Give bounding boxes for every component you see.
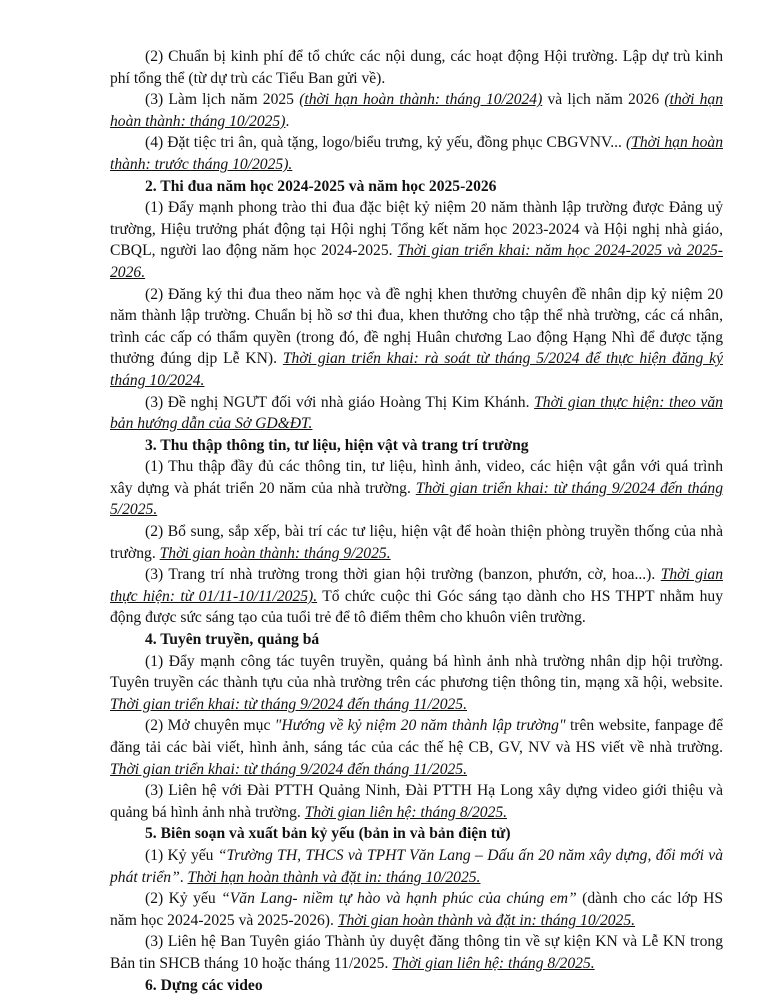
paragraph-2-2 [110, 284, 723, 392]
text: (3) Liên hệ Ban Tuyên giáo Thành ủy duyệt đăng thông tin về sự kiện KN và Lễ KN trong Bản tin SHCB tháng 10 hoặc tháng 11/2025. [110, 933, 723, 972]
deadline-note: (thời hạn hoàn thành: tháng 10/2024) [299, 91, 543, 109]
deadline-note: (Thời hạn hoàn thành: trước tháng 10/2025). [110, 134, 723, 173]
text: (2) Bổ sung, sắp xếp, bài trí các tư liệu, hiện vật để hoàn thiện phòng truyền thống của nhà trường. [110, 523, 723, 562]
deadline-note: Thời gian triển khai: từ tháng 9/2024 đến tháng 11/2025. [110, 695, 467, 713]
text: (1) Đẩy mạnh phong trào thi đua đặc biệt kỷ niệm 20 năm thành lập trường được Đảng uỷ trường, Hiệu trưởng phát động tại Hội nghị Tổng kết năm học 2023-2024 và Hội nghị nhà giáo, CBQL, người lao động năm học 2024-2025. [110, 199, 723, 260]
paragraph-1-4 [110, 132, 723, 175]
deadline-note: Thời gian hoàn thành và đặt in: tháng 10/2025. [337, 911, 636, 929]
deadline-note: Thời gian hoàn thành: tháng 9/2025. [159, 544, 391, 562]
paragraph-5-2 [110, 888, 723, 931]
yearbook-title-quote: “Văn Lang- niềm tự hào và hạnh phúc của chúng em” [221, 890, 577, 908]
text: và lịch năm 2026 [542, 91, 665, 109]
deadline-note: Thời hạn hoàn thành và đặt in: tháng 10/2025. [187, 868, 481, 886]
text: trên website, fanpage để đăng tải các bài viết, hình ảnh, sáng tác của các thế hệ CB, GV, NV và HS viết về nhà trường. [110, 717, 724, 756]
section-heading-4: 4. Tuyên truyền, quảng bá [145, 631, 320, 649]
paragraph-2-3 [110, 392, 723, 435]
text: (3) Trang trí nhà trường trong thời gian hội trường (banzon, phướn, cờ, hoa...). [145, 566, 661, 584]
paragraph-2-1 [110, 197, 723, 283]
text: (1) Thu thập đầy đủ các thông tin, tư liệu, hình ảnh, video, các hiện vật gắn với quá trình xây dựng và phát triển 20 năm của nhà trường. [110, 458, 723, 497]
paragraph-5-1 [110, 845, 723, 888]
text: Tổ chức cuộc thi Góc sáng tạo dành cho HS THPT nhằm huy động được sức sáng tạo của tuổi trẻ để tô điểm thêm cho khuôn viên trường. [110, 587, 723, 627]
deadline-note: Thời gian triển khai: rà soát từ tháng 5/2024 để thực hiện đăng ký tháng 10/2024. [110, 350, 723, 389]
paragraph-1-3 [110, 89, 723, 132]
section-heading-2: 2. Thi đua năm học 2024-2025 và năm học 2025-2026 [145, 177, 497, 195]
section-heading-5: 5. Biên soạn và xuất bản kỷ yếu (bản in và bản điện tử) [145, 825, 511, 843]
text: (2) Kỷ yếu [145, 890, 222, 908]
deadline-note: Thời gian triển khai: từ tháng 9/2024 đến tháng 11/2025. [110, 760, 467, 778]
text: (1) Đẩy mạnh công tác tuyên truyền, quảng bá hình ảnh nhà trường nhân dịp hội trường. Tuyên truyền các thành tựu của nhà trường trên các phương tiện thông tin, mạng xã hội, website. [110, 652, 723, 692]
text: (2) Đăng ký thi đua theo năm học và đề nghị khen thưởng chuyên đề nhân dịp kỷ niệm 20 năm thành lập trường. Chuẩn bị hồ sơ thi đua, khen thưởng cho tập thể nhà trường, các cá nhân, trình các cấp có thẩm quyền (trong đó, đề nghị Huân chương Lao động Hạng Nhì để được tặng thưởng đúng dịp Lễ KN). [110, 285, 723, 368]
text: (4) Đặt tiệc tri ân, quà tặng, logo/biểu trưng, kỷ yếu, đồng phục CBGVNV... [145, 134, 626, 152]
paragraph-4-2 [110, 715, 723, 780]
text: (2) Mở chuyên mục [145, 717, 275, 735]
paragraph-3-2 [110, 521, 723, 564]
paragraph-5-3 [110, 931, 723, 974]
text: (3) Làm lịch năm 2025 [145, 91, 300, 109]
text: (3) Liên hệ với Đài PTTH Quảng Ninh, Đài PTTH Hạ Long xây dựng video giới thiệu và quảng bá hình ảnh nhà trường. [110, 782, 723, 821]
deadline-note: (thời hạn hoàn thành: tháng 10/2025) [110, 91, 723, 130]
deadline-note: Thời gian triển khai: năm học 2024-2025 và 2025-2026. [110, 242, 723, 281]
text: (dành cho các lớp HS năm học 2024-2025 và 2025-2026). [110, 890, 724, 929]
deadline-note: Thời gian thực hiện: theo văn bản hướng dẫn của Sở GD&ĐT. [110, 393, 723, 433]
paragraph-4-1 [110, 651, 723, 716]
paragraph-4-3 [110, 780, 723, 823]
deadline-note: Thời gian liên hệ: tháng 8/2025. [392, 954, 595, 972]
paragraph-1-2 [110, 46, 723, 89]
text: . [285, 112, 290, 130]
column-title-quote: "Hướng về kỷ niệm 20 năm thành lập trường" [274, 717, 566, 735]
section-heading-6: 6. Dựng các video [145, 976, 263, 994]
text: (3) Đề nghị NGƯT đối với nhà giáo Hoàng Thị Kim Khánh. [145, 393, 535, 411]
paragraph-3-1 [110, 456, 723, 521]
text: . [179, 868, 188, 886]
section-heading-3: 3. Thu thập thông tin, tư liệu, hiện vật và trang trí trường [145, 436, 529, 454]
yearbook-title-quote: “Trường TH, THCS và TPHT Văn Lang – Dấu ấn 20 năm xây dựng, đổi mới và phát triển” [110, 846, 723, 886]
deadline-note: Thời gian triển khai: từ tháng 9/2024 đến tháng 5/2025. [110, 479, 723, 519]
text: (1) Kỷ yếu [145, 846, 218, 864]
deadline-note: Thời gian liên hệ: tháng 8/2025. [304, 803, 508, 821]
paragraph-3-3 [110, 564, 723, 629]
deadline-note: Thời gian thực hiện: từ 01/11-10/11/2025). [110, 566, 723, 605]
text: (2) Chuẩn bị kinh phí để tổ chức các nội dung, các hoạt động Hội trường. Lập dự trù kinh phí tổng thể (từ dự trù các Tiểu Ban gửi về). [110, 48, 723, 87]
